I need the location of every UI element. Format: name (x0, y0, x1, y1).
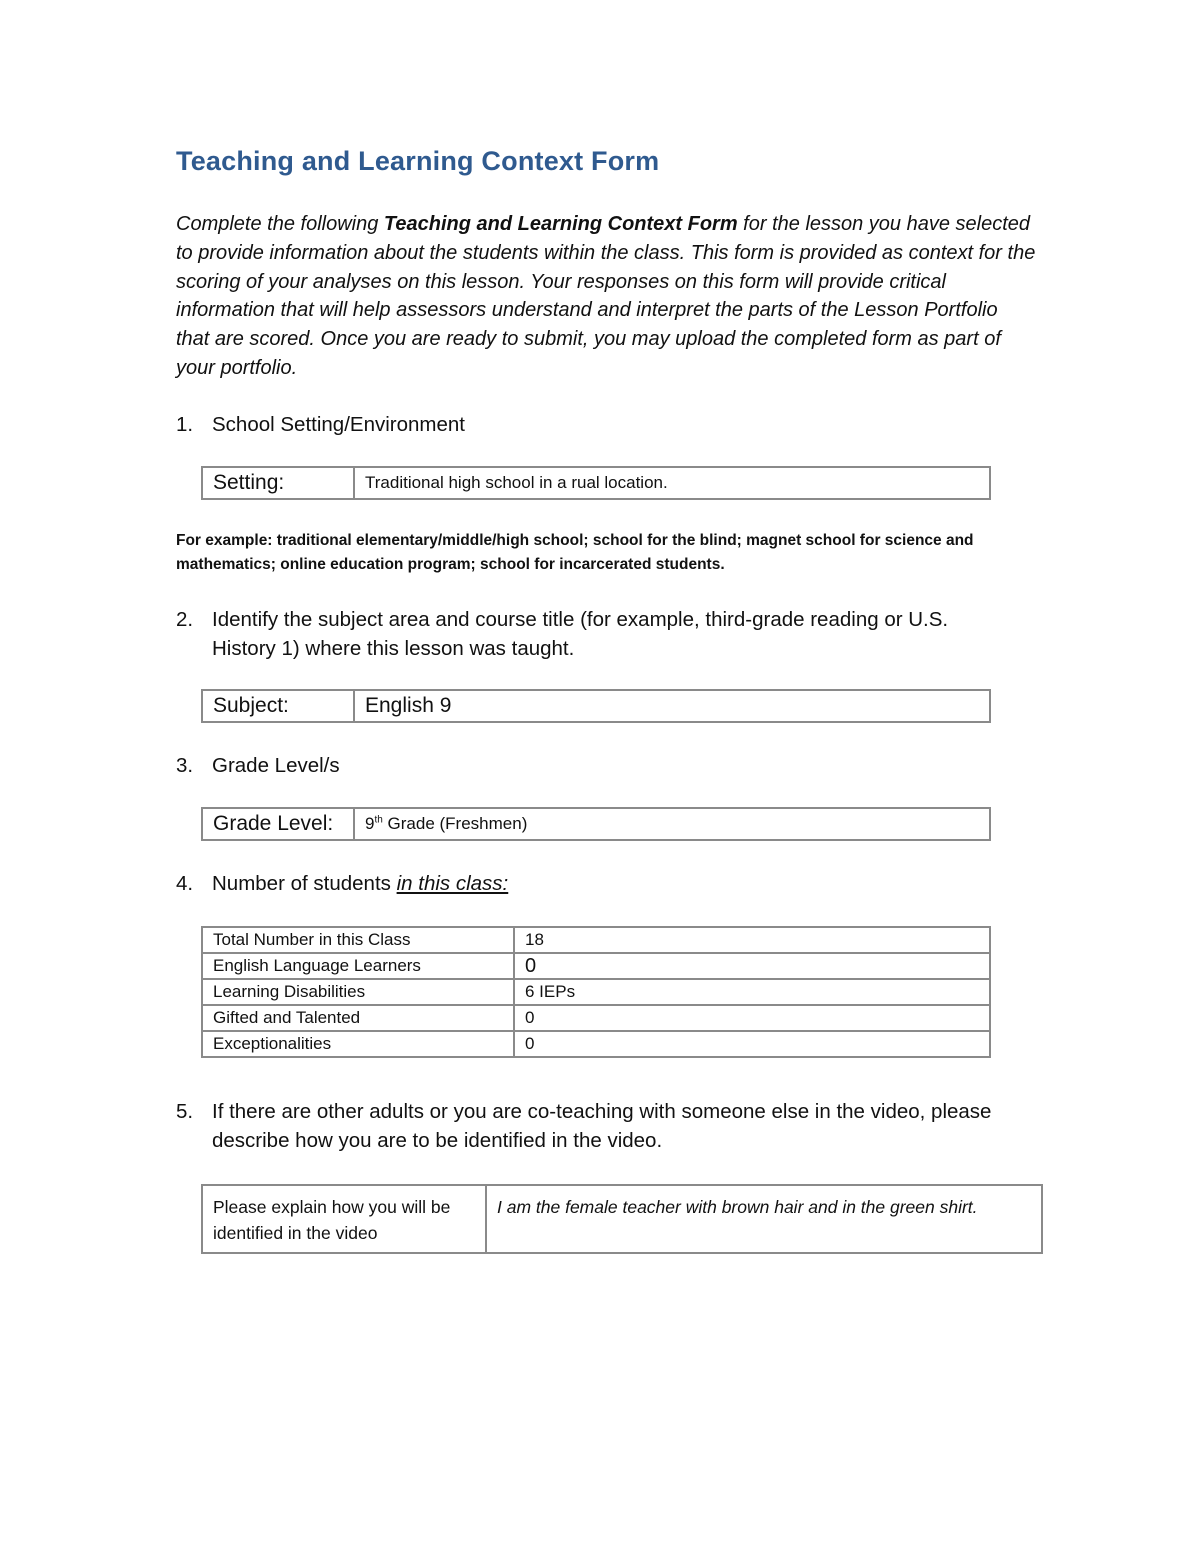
intro-paragraph (176, 210, 1036, 383)
row-label: Total Number in this Class (202, 927, 514, 953)
table-row (202, 953, 990, 979)
subject-label: Subject: (202, 690, 354, 722)
grade-level-table (201, 807, 991, 841)
question-number: 4. (176, 872, 194, 895)
question-text-main: Number of students (212, 872, 397, 895)
row-value: 0 (514, 1031, 990, 1057)
grade-ordinal-suffix: th (374, 814, 383, 826)
grade-rest: Grade (Freshmen) (382, 814, 528, 833)
row-value: 0 (514, 953, 990, 979)
table-row (202, 1031, 990, 1057)
question-text (212, 869, 996, 898)
table-row (202, 927, 990, 953)
question-text: School Setting/Environment (212, 413, 465, 436)
setting-value: Traditional high school in a rual location. (354, 467, 990, 499)
question-text: Identify the subject area and course title (for example, third-grade reading or U.S. History 1) where this lesson was taught. (212, 608, 949, 660)
grade-level-value (354, 808, 990, 840)
subject-table (201, 689, 991, 723)
intro-rest: for the lesson you have selected to provide information about the students within the class. This form is provided as context for the scoring of your analyses on this lesson. Your responses on this form will provide critical information that will help assessors understand and interpret the parts of the Lesson Portfolio that are scored. Once you are ready to submit, you may upload the completed form as part of your portfolio. (176, 213, 1036, 379)
student-counts-table (201, 926, 991, 1058)
grade-level-label: Grade Level: (202, 808, 354, 840)
question-5 (176, 1097, 996, 1155)
question-1 (176, 410, 996, 439)
question-text: Grade Level/s (212, 754, 340, 777)
question-number: 1. (176, 413, 194, 436)
question-number: 5. (176, 1100, 194, 1123)
table-row (202, 1005, 990, 1031)
table-row (202, 979, 990, 1005)
row-label: Exceptionalities (202, 1031, 514, 1057)
row-value: 18 (514, 927, 990, 953)
form-title: Teaching and Learning Context Form (176, 146, 660, 176)
identification-value: I am the female teacher with brown hair and in the green shirt. (486, 1185, 1042, 1253)
setting-example-note: For example: traditional elementary/middle/high school; school for the blind; magnet school for science and mathematics; online education program; school for incarcerated students. (176, 532, 974, 573)
question-number: 3. (176, 754, 194, 777)
question-3 (176, 751, 996, 780)
question-text-emphasis: in this class: (396, 872, 509, 895)
identification-label: Please explain how you will be identified in the video (202, 1185, 486, 1253)
intro-lead: Complete the following (176, 213, 384, 235)
row-label: Gifted and Talented (202, 1005, 514, 1031)
question-text: If there are other adults or you are co-teaching with someone else in the video, please describe how you are to be identified in the video. (212, 1100, 992, 1152)
question-4 (176, 869, 996, 898)
question-number: 2. (176, 608, 194, 631)
subject-value: English 9 (354, 690, 990, 722)
question-2 (176, 605, 996, 663)
identification-table (201, 1184, 1043, 1254)
setting-label: Setting: (202, 467, 354, 499)
row-label: English Language Learners (202, 953, 514, 979)
row-value: 0 (514, 1005, 990, 1031)
grade-number: 9 (365, 814, 375, 833)
setting-table (201, 466, 991, 500)
row-label: Learning Disabilities (202, 979, 514, 1005)
intro-bold: Teaching and Learning Context Form (383, 213, 738, 235)
row-value: 6 IEPs (514, 979, 990, 1005)
